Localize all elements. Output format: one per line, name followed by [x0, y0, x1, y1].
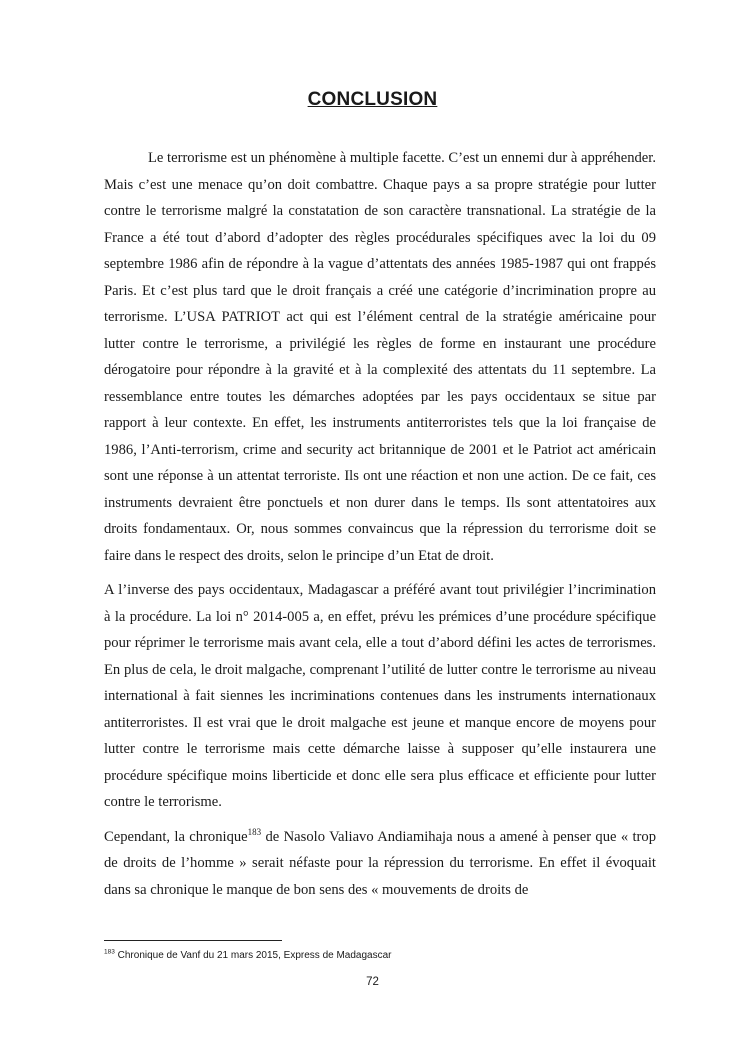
footnote-number: 183 — [104, 948, 115, 956]
paragraph-1: Le terrorisme est un phénomène à multiple facette. C’est un ennemi dur à appréhender. Mais c’est une menace qu’on doit combattre. Chaque pays a sa propre stratégie pour lutter contre le terrorisme malgré la constatation de son caractère transnational. La stratégie de la France a été tout d’abord d’adopter des règles procédurales spécifiques avec la loi du 09 septembre 1986 afin de répondre à la vague d’attentats des années 1985-1987 qui ont frappés Paris. Et c’est plus tard que le droit français a créé une catégorie d’incrimination propre au terrorisme. L’USA PATRIOT act qui est l’élément central de la stratégie américaine pour lutter contre le terrorisme, a privilégié les règles de forme en instaurant une procédure dérogatoire pour répondre à la gravité et à la complexité des attentats du 11 septembre. La ressemblance entre toutes les démarches adoptées par les pays occidentaux se situe par rapport à leur contexte. En effet, les instruments antiterroristes tels que la loi française de 1986, l’Anti-terrorism, crime and security act britannique de 2001 et le Patriot act américain sont une réponse à un attentat terroriste. Ils ont une réaction et non une action. De ce fait, ces instruments devraient être ponctuels et non durer dans le temps. Ils sont attentatoires aux droits fondamentaux. Or, nous sommes convaincus que la répression du terrorisme doit se faire dans le respect des droits, selon le principe d’un Etat de droit. — [104, 150, 656, 564]
footnote-separator — [104, 940, 282, 941]
paragraph-3 — [104, 824, 656, 904]
footnote-text: Chronique de Vanf du 21 mars 2015, Express de Madagascar — [114, 950, 392, 961]
paragraph-3-start: Cependant, la chronique — [104, 828, 248, 845]
paragraph-2: A l’inverse des pays occidentaux, Madagascar a préféré avant tout privilégier l’incrimination à la procédure. La loi n° 2014-005 a, en effet, prévu les prémices d’une procédure spécifique pour réprimer le terrorisme mais avant cela, elle a tout d’abord défini les actes de terrorismes. En plus de cela, le droit malgache, comprenant l’utilité de lutter contre le terrorisme au niveau international à fait siennes les incriminations contenues dans les instruments internationaux antiterroristes. Il est vrai que le droit malgache est jeune et manque encore de moyens pour lutter contre le terrorisme mais cette démarche laisse à supposer qu’elle instaurera une procédure spécifique moins liberticide et donc elle sera plus efficace et efficiente pour lutter contre le terrorisme. — [104, 582, 656, 810]
footnote-reference: 183 — [247, 826, 262, 837]
page-number: 72 — [366, 976, 379, 988]
body-text — [104, 145, 656, 911]
footnote — [104, 949, 656, 963]
paragraph-3-rest: de Nasolo Valiavo Andiamihaja nous a amené à penser que « trop de droits de l’homme » serait néfaste pour la répression du terrorisme. En effet il évoquait dans sa chronique le manque de bon sens des « mouvements de droits de — [104, 828, 656, 898]
page-title: CONCLUSION — [307, 89, 438, 110]
